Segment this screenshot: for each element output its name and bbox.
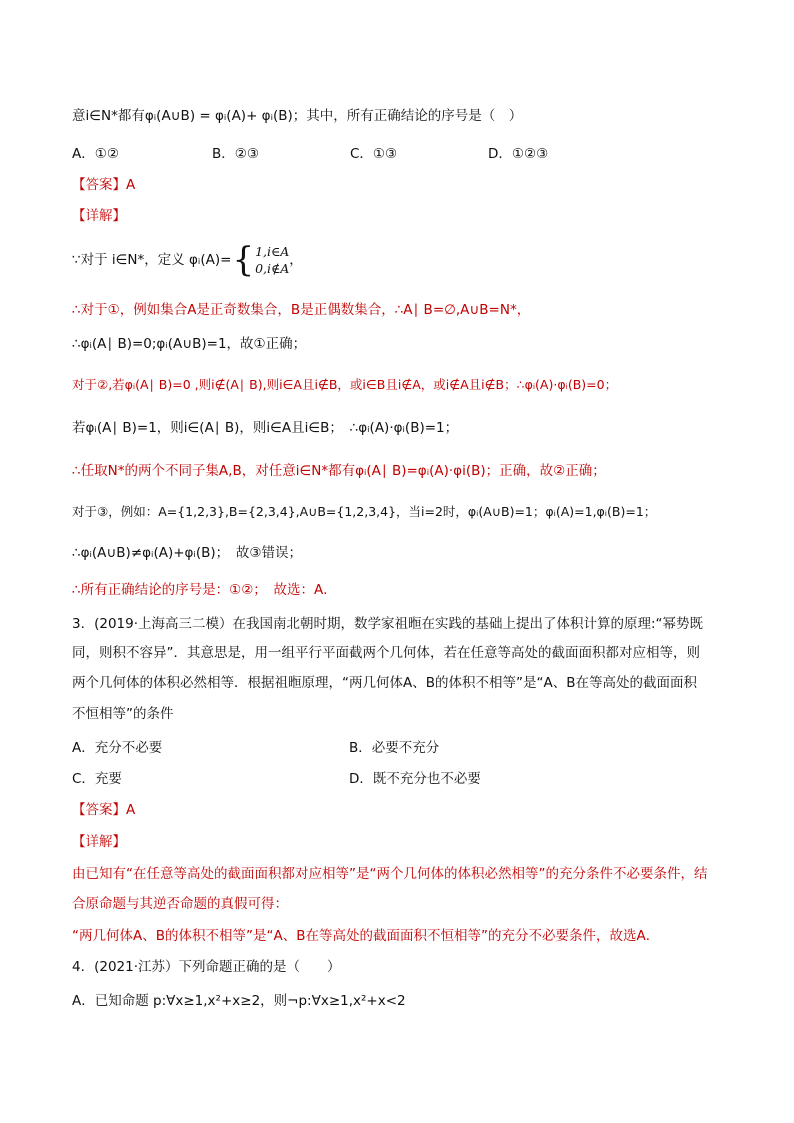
- piecewise-cases: [255, 243, 289, 277]
- q2-definition-line: [72, 240, 303, 280]
- case-2: 0,i∉A: [255, 261, 290, 276]
- left-brace: {: [232, 240, 255, 280]
- q3-answer: 【答案】A: [72, 802, 136, 818]
- q2-definition-suffix: ，: [289, 252, 303, 268]
- q2-detail-line-3: ∴φᵢ(A∣ B)=0;φᵢ(A∪B)=1，故①正确；: [72, 336, 307, 352]
- q3-option-a: A．充分不必要: [72, 740, 163, 756]
- q2-answer: 【答案】A: [72, 177, 136, 193]
- q2-detail-line-9: ∴所有正确结论的序号是：①②； 故选：A．: [72, 582, 337, 598]
- q2-detail-line-4: 对于②,若φᵢ(A∣ B)=0 ,则i∉(A∣ B),则i∈A且i∉B，或i∈B且i∉A，或i∉A且i∉B；∴φᵢ(A)·φᵢ(B)=0；: [72, 377, 618, 392]
- q2-detail-label: 【详解】: [72, 208, 126, 224]
- q4-option-a: A．已知命题 p:∀x≥1,x²+x≥2，则¬p:∀x≥1,x²+x<2: [72, 993, 406, 1009]
- q3-detail-label: 【详解】: [72, 834, 126, 850]
- q3-option-c: C．充要: [72, 771, 122, 787]
- q4-stem: 4．(2021·江苏）下列命题正确的是（ ）: [72, 959, 341, 975]
- piecewise-function: [231, 240, 290, 280]
- q3-detail-line-3: “两几何体A、B的体积不相等”是“A、B在等高处的截面面积不恒相等”的充分不必要条件，故选A．: [72, 928, 660, 944]
- q3-option-d: D．既不充分也不必要: [349, 771, 481, 787]
- q2-detail-line-7: 对于③，例如：A={1,2,3},B={2,3,4},A∪B={1,2,3,4}，当i=2时，φᵢ(A∪B)=1；φᵢ(A)=1,φᵢ(B)=1；: [72, 504, 657, 519]
- q2-detail-line-2: ∴对于①，例如集合A是正奇数集合，B是正偶数集合，∴A∣ B=∅,A∪B=N*，: [72, 302, 531, 318]
- q2-option-a: A．①②: [72, 146, 119, 162]
- q3-stem-line-4: 不恒相等”的条件: [72, 706, 174, 722]
- case-1: 1,i∈A: [255, 244, 290, 259]
- q2-option-d: D．①②③: [488, 146, 549, 162]
- q3-detail-line-2: 合原命题与其逆否命题的真假可得：: [72, 896, 288, 912]
- q2-stem-continuation: 意i∈N*都有φᵢ(A∪B) = φᵢ(A)+ φᵢ(B)；其中，所有正确结论的序号是（ ）: [72, 108, 523, 124]
- q3-option-b: B．必要不充分: [349, 740, 440, 756]
- q2-detail-line-5: 若φᵢ(A∣ B)=1，则i∈(A∣ B)，则i∈A且i∈B； ∴φᵢ(A)·φᵢ(B)=1；: [72, 420, 459, 436]
- q3-stem-line-3: 两个几何体的体积必然相等．根据祖暅原理，“两几何体A、B的体积不相等”是“A、B在等高处的截面面积: [72, 675, 697, 691]
- q2-option-c: C．①③: [350, 146, 398, 162]
- q3-stem-line-1: 3．(2019·上海高三二模）在我国南北朝时期，数学家祖暅在实践的基础上提出了体积计算的原理:“幂势既: [72, 616, 704, 632]
- q3-detail-line-1: 由已知有“在任意等高处的截面面积都对应相等”是“两个几何体的体积必然相等”的充分条件不必要条件，结: [72, 866, 708, 882]
- q2-option-b: B．②③: [212, 146, 259, 162]
- q2-detail-line-6: ∴任取N*的两个不同子集A,B，对任意i∈N*都有φᵢ(A∣ B)=φᵢ(A)·φi(B)；正确，故②正确；: [72, 463, 606, 479]
- q2-definition-prefix: ∵对于 i∈N*，定义 φᵢ(A)=: [72, 252, 232, 268]
- q2-detail-line-8: ∴φᵢ(A∪B)≠φᵢ(A)+φᵢ(B)； 故③错误；: [72, 545, 302, 561]
- q3-stem-line-2: 同，则积不容异”．其意思是，用一组平行平面截两个几何体，若在任意等高处的截面面积都对应相等，则: [72, 645, 700, 661]
